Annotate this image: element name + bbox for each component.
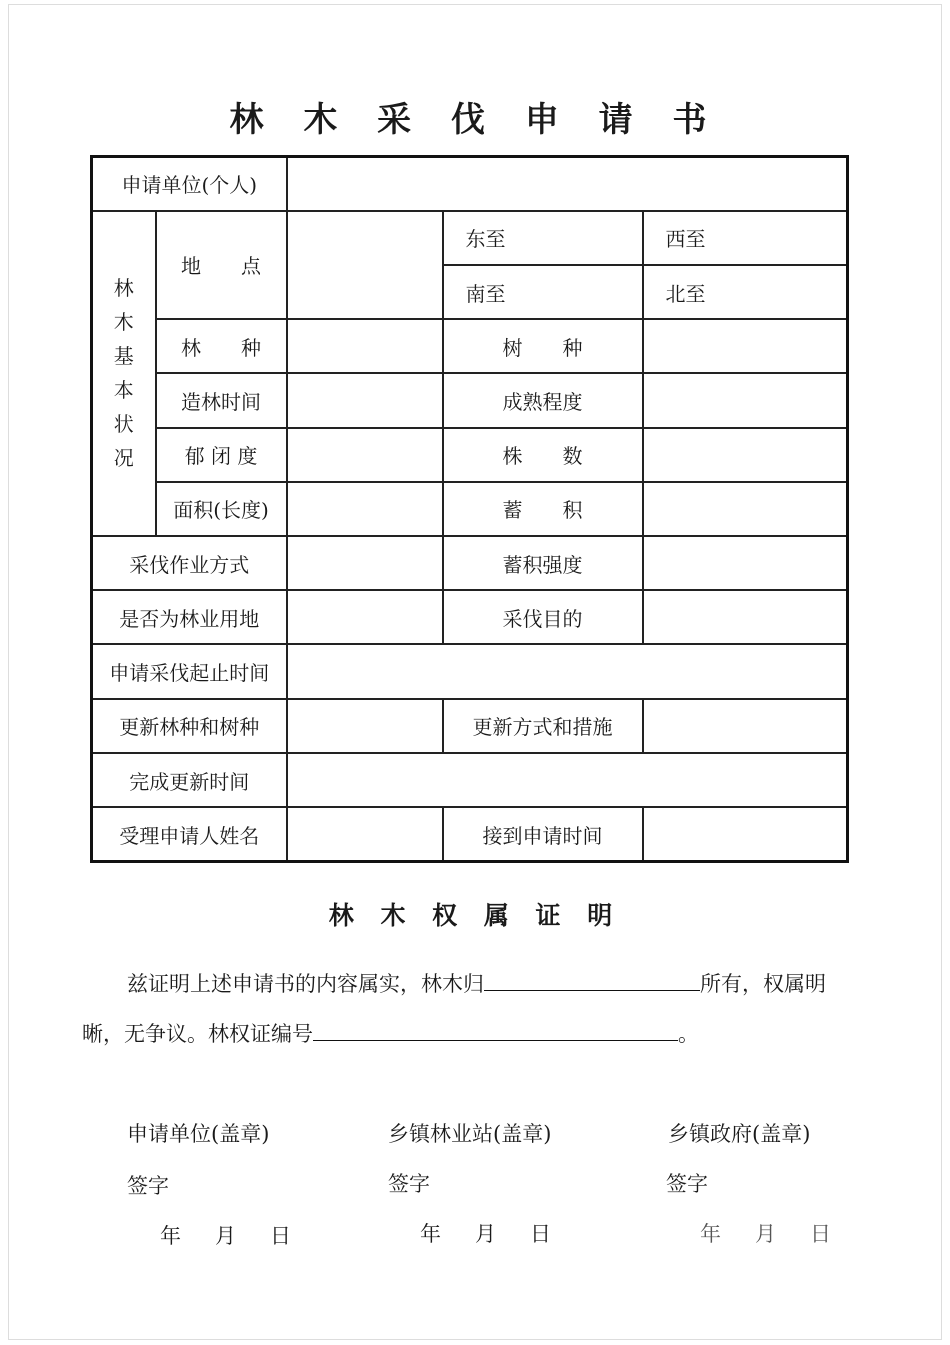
year-label: 年 <box>420 1222 441 1246</box>
renewal-method-label: 更新方式和措施 <box>443 699 643 753</box>
canopy-density-value-cell[interactable] <box>287 428 443 482</box>
renewal-completion-value-cell[interactable] <box>287 753 848 807</box>
logging-period-value-cell[interactable] <box>287 644 848 698</box>
application-form-table <box>90 155 849 863</box>
west-boundary-label: 西至 <box>643 211 848 265</box>
tree-species-label: 树 种 <box>443 319 643 373</box>
station-seal-label: 乡镇林业站(盖章) <box>388 1122 552 1146</box>
renewal-method-value-cell[interactable] <box>643 699 848 753</box>
location-label: 地 点 <box>156 211 287 319</box>
ownership-line-2 <box>82 1018 699 1048</box>
applicant-label: 申请单位(个人) <box>92 157 287 211</box>
tree-count-value-cell[interactable] <box>643 428 848 482</box>
owner-blank-field[interactable] <box>484 970 700 991</box>
maturity-value-cell[interactable] <box>643 373 848 427</box>
ownership-line-2-suffix: 。 <box>678 1022 699 1046</box>
certificate-number-blank-field[interactable] <box>313 1020 678 1041</box>
forestry-land-value-cell[interactable] <box>287 590 443 644</box>
receiver-name-value-cell[interactable] <box>287 807 443 861</box>
volume-intensity-label: 蓄积强度 <box>443 536 643 590</box>
day-label: 日 <box>270 1224 291 1248</box>
logging-method-label: 采伐作业方式 <box>92 536 287 590</box>
volume-intensity-value-cell[interactable] <box>643 536 848 590</box>
page-title: 林 木 采 伐 申 请 书 <box>229 100 721 140</box>
area-length-label: 面积(长度) <box>156 482 287 536</box>
station-sign-label: 签字 <box>388 1172 430 1196</box>
year-label: 年 <box>700 1222 721 1246</box>
canopy-density-label: 郁 闭 度 <box>156 428 287 482</box>
applicant-date <box>160 1220 325 1250</box>
government-seal-label: 乡镇政府(盖章) <box>668 1122 811 1146</box>
volume-value-cell[interactable] <box>643 482 848 536</box>
receipt-time-value-cell[interactable] <box>643 807 848 861</box>
ownership-line-1 <box>127 968 826 998</box>
basic-status-label: 林木基本状况 <box>113 276 134 471</box>
government-date <box>700 1218 865 1248</box>
south-boundary-label: 南至 <box>443 265 643 319</box>
applicant-sign-label: 签字 <box>127 1174 169 1198</box>
basic-status-label-cell <box>92 211 156 536</box>
logging-purpose-value-cell[interactable] <box>643 590 848 644</box>
ownership-line-1-prefix: 兹证明上述申请书的内容属实，林木归 <box>127 972 484 996</box>
volume-label: 蓄 积 <box>443 482 643 536</box>
year-label: 年 <box>160 1224 181 1248</box>
tree-count-label: 株 数 <box>443 428 643 482</box>
receiver-name-label: 受理申请人姓名 <box>92 807 287 861</box>
logging-period-label: 申请采伐起止时间 <box>92 644 287 698</box>
month-label: 月 <box>215 1224 236 1248</box>
ownership-line-1-suffix: 所有，权属明 <box>700 972 826 996</box>
ownership-title: 林 木 权 属 证 明 <box>328 901 622 930</box>
ownership-line-2-prefix: 晰，无争议。林权证编号 <box>82 1022 313 1046</box>
forestry-land-label: 是否为林业用地 <box>92 590 287 644</box>
logging-method-value-cell[interactable] <box>287 536 443 590</box>
applicant-seal-label: 申请单位(盖章) <box>127 1122 270 1146</box>
location-value-cell[interactable] <box>287 211 443 319</box>
receipt-time-label: 接到申请时间 <box>443 807 643 861</box>
government-sign-label: 签字 <box>666 1172 708 1196</box>
renewal-species-label: 更新林种和树种 <box>92 699 287 753</box>
renewal-completion-label: 完成更新时间 <box>92 753 287 807</box>
forest-type-value-cell[interactable] <box>287 319 443 373</box>
east-boundary-label: 东至 <box>443 211 643 265</box>
tree-species-value-cell[interactable] <box>643 319 848 373</box>
applicant-value-cell[interactable] <box>287 157 848 211</box>
forest-type-label: 林 种 <box>156 319 287 373</box>
maturity-label: 成熟程度 <box>443 373 643 427</box>
area-length-value-cell[interactable] <box>287 482 443 536</box>
planting-time-value-cell[interactable] <box>287 373 443 427</box>
month-label: 月 <box>755 1222 776 1246</box>
day-label: 日 <box>810 1222 831 1246</box>
day-label: 日 <box>530 1222 551 1246</box>
renewal-species-value-cell[interactable] <box>287 699 443 753</box>
north-boundary-label: 北至 <box>643 265 848 319</box>
month-label: 月 <box>475 1222 496 1246</box>
logging-purpose-label: 采伐目的 <box>443 590 643 644</box>
station-date <box>420 1218 585 1248</box>
planting-time-label: 造林时间 <box>156 373 287 427</box>
